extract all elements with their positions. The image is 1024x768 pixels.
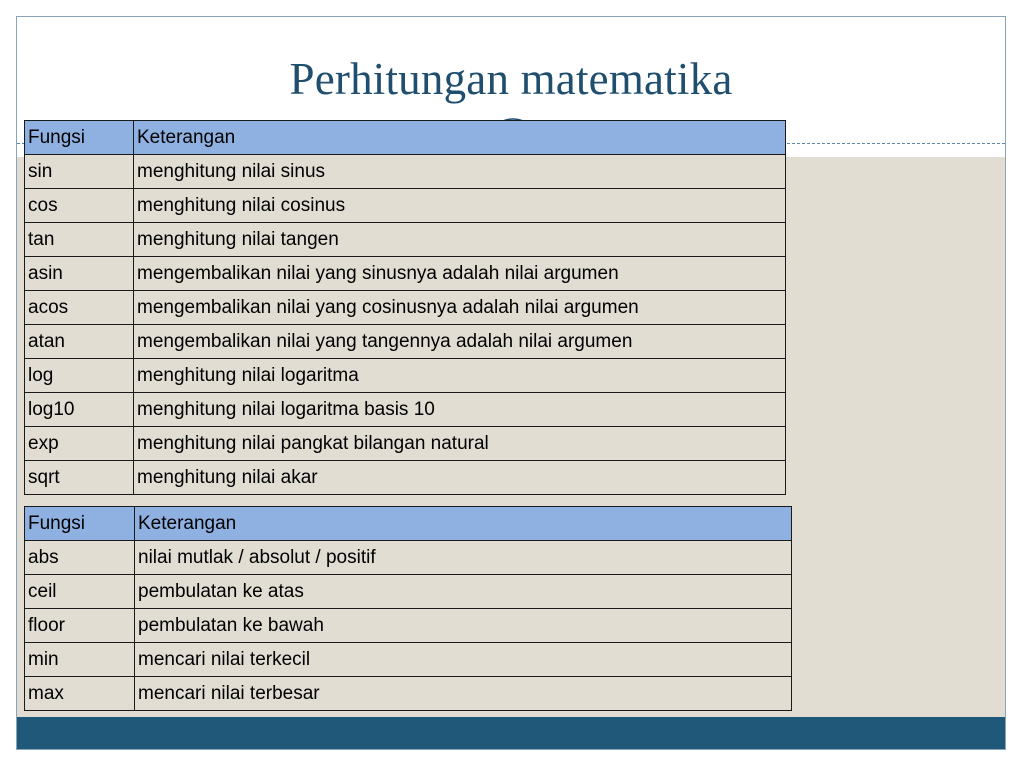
table-row xyxy=(25,393,786,427)
function-name-cell: log xyxy=(25,359,134,393)
table-row xyxy=(25,677,792,711)
description-cell: nilai mutlak / absolut / positif xyxy=(135,541,792,575)
description-cell: menghitung nilai pangkat bilangan natural xyxy=(134,427,786,461)
column-header-keterangan: Keterangan xyxy=(134,121,786,155)
table-row xyxy=(25,427,786,461)
column-header-fungsi: Fungsi xyxy=(25,507,135,541)
function-name-cell: atan xyxy=(25,325,134,359)
description-cell: pembulatan ke atas xyxy=(135,575,792,609)
description-cell: mencari nilai terbesar xyxy=(135,677,792,711)
function-name-cell: asin xyxy=(25,257,134,291)
description-cell: menghitung nilai tangen xyxy=(134,223,786,257)
column-header-fungsi: Fungsi xyxy=(25,121,134,155)
footer-bar xyxy=(17,717,1005,750)
function-name-cell: tan xyxy=(25,223,134,257)
description-cell: mengembalikan nilai yang tangennya adalah nilai argumen xyxy=(134,325,786,359)
table-row xyxy=(25,643,792,677)
table-header-row xyxy=(25,121,786,155)
function-name-cell: acos xyxy=(25,291,134,325)
description-cell: menghitung nilai logaritma basis 10 xyxy=(134,393,786,427)
table-row xyxy=(25,257,786,291)
description-cell: menghitung nilai akar xyxy=(134,461,786,495)
description-cell: mengembalikan nilai yang cosinusnya adalah nilai argumen xyxy=(134,291,786,325)
table-row xyxy=(25,155,786,189)
table-row xyxy=(25,325,786,359)
math-functions-table-1 xyxy=(24,120,786,495)
table-header-row xyxy=(25,507,792,541)
table-row xyxy=(25,359,786,393)
slide-title: Perhitungan matematika xyxy=(289,54,733,104)
function-name-cell: floor xyxy=(25,609,135,643)
function-name-cell: max xyxy=(25,677,135,711)
table-row xyxy=(25,291,786,325)
description-cell: menghitung nilai cosinus xyxy=(134,189,786,223)
math-functions-table-2 xyxy=(24,506,792,711)
table-row xyxy=(25,189,786,223)
function-name-cell: sin xyxy=(25,155,134,189)
description-cell: pembulatan ke bawah xyxy=(135,609,792,643)
function-name-cell: min xyxy=(25,643,135,677)
table-row xyxy=(25,541,792,575)
description-cell: mengembalikan nilai yang sinusnya adalah nilai argumen xyxy=(134,257,786,291)
table-row xyxy=(25,223,786,257)
description-cell: mencari nilai terkecil xyxy=(135,643,792,677)
function-name-cell: sqrt xyxy=(25,461,134,495)
function-name-cell: abs xyxy=(25,541,135,575)
column-header-keterangan: Keterangan xyxy=(135,507,792,541)
function-name-cell: cos xyxy=(25,189,134,223)
table-row xyxy=(25,575,792,609)
function-name-cell: log10 xyxy=(25,393,134,427)
description-cell: menghitung nilai sinus xyxy=(134,155,786,189)
description-cell: menghitung nilai logaritma xyxy=(134,359,786,393)
function-name-cell: exp xyxy=(25,427,134,461)
table-row xyxy=(25,609,792,643)
slide xyxy=(16,16,1006,750)
table-row xyxy=(25,461,786,495)
function-name-cell: ceil xyxy=(25,575,135,609)
